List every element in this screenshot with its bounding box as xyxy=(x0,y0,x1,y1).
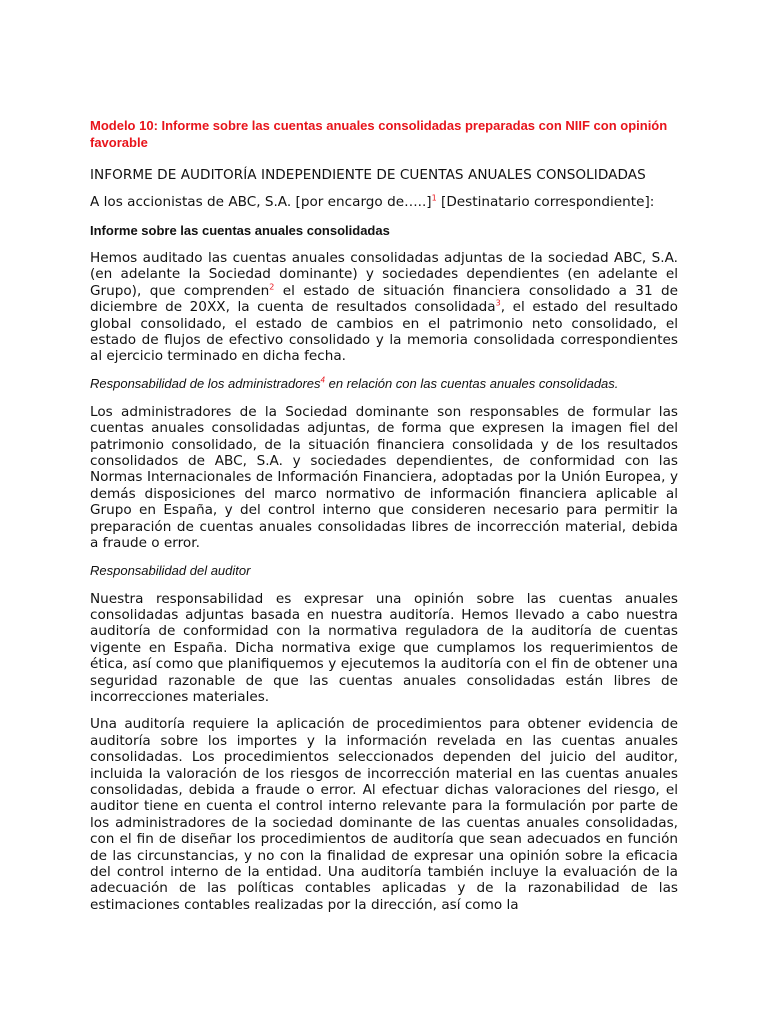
footnote-ref-2[interactable]: 2 xyxy=(269,282,275,292)
addressee-line xyxy=(90,194,678,211)
document-page xyxy=(90,118,678,924)
subheading-text: Responsabilidad de los administradores xyxy=(90,375,321,391)
footnote-ref-1[interactable]: 1 xyxy=(431,193,437,203)
document-title: Modelo 10: Informe sobre las cuentas anuales consolidadas preparadas con NIIF con opinión favorable xyxy=(90,118,668,150)
paragraph-audit-scope xyxy=(90,250,678,365)
paragraph-text: , el estado del resultado global consolidado, el estado de cambios en el patrimonio neto consolidado, el estado de flujos de efectivo consolidado y la memoria consolidada correspondientes al ejercicio terminado en dicha fecha. xyxy=(90,299,678,365)
paragraph-audit-procedures: Una auditoría requiere la aplicación de procedimientos para obtener evidencia de auditoría sobre los importes y la información revelada en las cuentas anuales consolidadas. Los procedimientos seleccionados dependen del juicio del auditor, incluida la valoración de los riesgos de incorrección material en las cuentas anuales consolidadas, debida a fraude o error. Al efectuar dichas valoraciones del riesgo, el auditor tiene en cuenta el control interno relevante para la formulación por parte de los administradores de la sociedad dominante de las cuentas anuales consolidadas, con el fin de diseñar los procedimientos de auditoría que sean adecuados en función de las circunstancias, y no con la finalidad de expresar una opinión sobre la eficacia del control interno de la entidad. Una auditoría también incluye la evaluación de la adecuación de las políticas contables aplicadas y de la razonabilidad de las estimaciones contables realizadas por la dirección, así como la xyxy=(90,716,678,913)
paragraph-text: Hemos auditado las cuentas anuales consolidadas adjuntas de la sociedad ABC, S.A. (en adelante la Sociedad dominante) y sociedades dependientes (en adelante el Grupo), que comprenden xyxy=(90,250,678,299)
subheading-auditor-responsibility: Responsabilidad del auditor xyxy=(90,562,251,578)
paragraph-auditor-responsibility: Nuestra responsabilidad es expresar una opinión sobre las cuentas anuales consolidadas adjuntas basada en nuestra auditoría. Hemos llevado a cabo nuestra auditoría de conformidad con la normativa reguladora de la auditoría de cuentas vigente en España. Dicha normativa exige que cumplamos los requerimientos de ética, así como que planifiquemos y ejecutemos la auditoría con el fin de obtener una seguridad razonable de que las cuentas anuales consolidadas están libres de incorrecciones materiales. xyxy=(90,590,678,705)
paragraph-text: el estado de situación financiera consolidado a 31 de diciembre de 20XX, la cuenta de resultados consolidada xyxy=(90,282,678,316)
section-heading: Informe sobre las cuentas anuales consolidadas xyxy=(90,223,390,238)
report-heading: INFORME DE AUDITORÍA INDEPENDIENTE DE CUENTAS ANUALES CONSOLIDADAS xyxy=(90,167,646,183)
addressee-recipient: [Destinatario correspondiente]: xyxy=(436,194,655,210)
footnote-ref-4[interactable]: 4 xyxy=(320,375,325,385)
paragraph-directors-responsibility: Los administradores de la Sociedad dominante son responsables de formular las cuentas anuales consolidadas adjuntas, de forma que expresen la imagen fiel del patrimonio consolidado, de la situación financiera consolidada y de los resultados consolidados de ABC, S.A. y sociedades dependientes, de conformidad con las Normas Internacionales de Información Financiera, adoptadas por la Unión Europea, y demás disposiciones del marco normativo de información financiera aplicable al Grupo en España, y del control interno que consideren necesario para permitir la preparación de cuentas anuales consolidadas libres de incorrección material, debida a fraude o error. xyxy=(90,403,678,552)
addressee-text: A los accionistas de ABC, S.A. [por encargo de…..] xyxy=(90,194,432,210)
subheading-text: en relación con las cuentas anuales consolidadas. xyxy=(324,375,619,391)
footnote-ref-3[interactable]: 3 xyxy=(495,298,501,308)
subheading-directors-responsibility xyxy=(90,376,678,392)
